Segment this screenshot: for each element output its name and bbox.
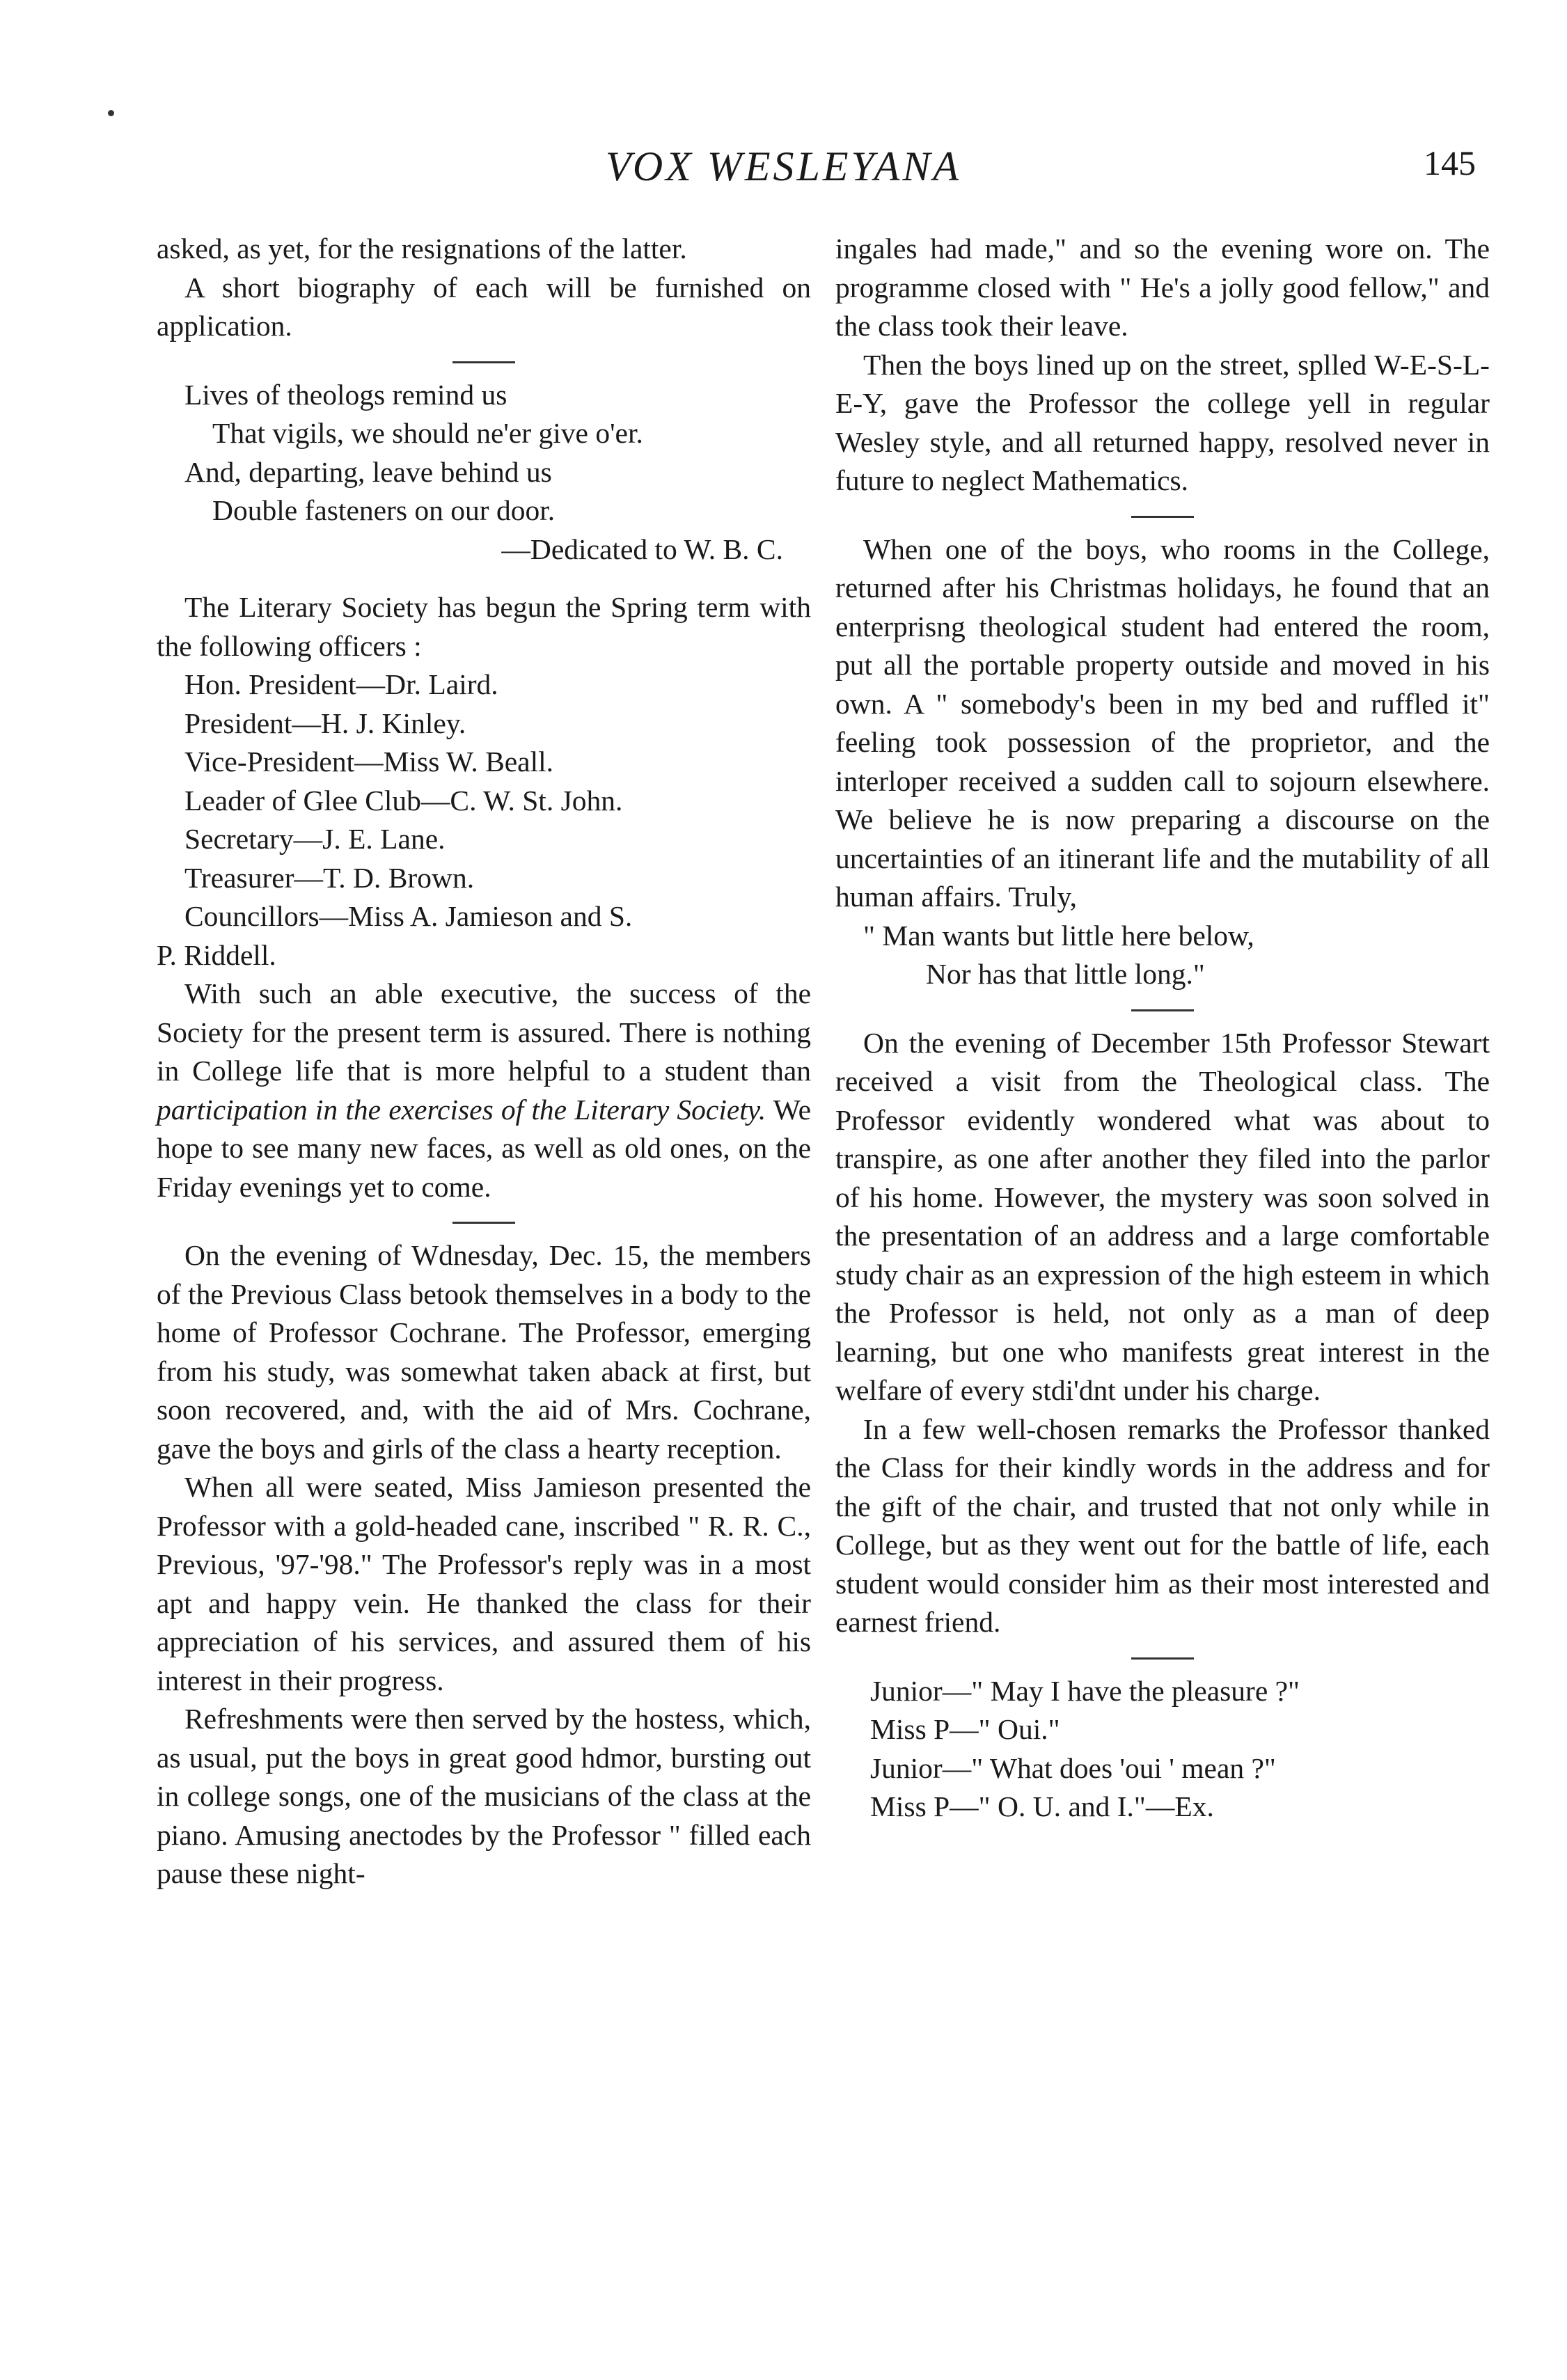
paragraph-nightingales: ingales had made," and so the evening wore on. The programme closed with " He's a jolly good fellow," and the class took their leave. bbox=[835, 233, 1490, 342]
officer-line: Leader of Glee Club—C. W. St. John. bbox=[184, 784, 623, 817]
literary-text-a: With such an able executive, the success of the Society for the present term is assured. There is nothing in College life that is more helpful to a student than bbox=[157, 977, 811, 1087]
paragraph-remarks: In a few well-chosen remarks the Professor thanked the Class for their kindly words in the address and for the gift of the chair, and trusted that not only while in College, but as they went out for the battle of life, each student would consider him as their most interested and earnest friend. bbox=[835, 1412, 1490, 1638]
verse-line: Lives of theologs remind us bbox=[184, 378, 507, 411]
verse-dedication: —Dedicated to W. B. C. bbox=[501, 533, 783, 565]
verse-block bbox=[157, 376, 811, 569]
running-title: VOX WESLEYANA bbox=[606, 143, 961, 189]
paragraph-christmas: When one of the boys, who rooms in the College, returned after his Christmas holidays, he found that an enterprisng theological student had entered the room, put all the portable property outside and moved in his own. A " somebody's been in my bed and ruffled it" feeling took possession of the proprietor, and the interloper received a sudden call to sojourn elsewhere. We believe he is now preparing a discourse on the uncertainties of an itinerant life and the mutability of all human affairs. Truly, bbox=[835, 533, 1490, 913]
officer-line: Secretary—J. E. Lane. bbox=[184, 823, 446, 855]
section-divider bbox=[452, 361, 515, 363]
left-column bbox=[157, 230, 811, 1893]
paragraph-street: Then the boys lined up on the street, splled W-E-S-L-E-Y, gave the Professor the college yell in regular Wesley style, and all returned happy, resolved never in future to neglect Mathematics. bbox=[835, 348, 1490, 496]
dialogue-line: Junior—" What does 'oui ' mean ?" bbox=[870, 1751, 1276, 1784]
dialogue-line: Miss P—" Oui." bbox=[870, 1713, 1060, 1745]
officer-line: President—H. J. Kinley. bbox=[184, 707, 466, 739]
section-divider bbox=[1131, 1657, 1194, 1660]
stray-dot bbox=[108, 110, 114, 116]
officer-line: P. Riddell. bbox=[157, 938, 276, 971]
right-column bbox=[835, 230, 1490, 1827]
officer-line: Treasurer—T. D. Brown. bbox=[184, 861, 475, 894]
paragraph-seated: When all were seated, Miss Jamieson presented the Professor with a gold-headed cane, inscribed " R. R. C., Previous, '97-'98." The Professor's reply was in a most apt and happy vein. He thanked the class for their appreciation of his services, and assured them of his interest in their progress. bbox=[157, 1471, 811, 1696]
verse-line: And, departing, leave behind us bbox=[184, 455, 552, 488]
section-divider bbox=[1131, 1009, 1194, 1011]
paragraph-resignations: asked, as yet, for the resignations of the latter. bbox=[157, 233, 687, 265]
quote-line: Nor has that little long." bbox=[926, 958, 1205, 990]
quote-line: " Man wants but little here below, bbox=[863, 919, 1254, 952]
paragraph-literary-success bbox=[157, 975, 811, 1206]
officer-line: Vice-President—Miss W. Beall. bbox=[184, 746, 554, 778]
paragraph-refreshments: Refreshments were then served by the hostess, which, as usual, put the boys in great good hdmor, bursting out in college songs, one of the musicians of the class at the piano. Amusing anectodes by the Professor " filled each pause these night- bbox=[157, 1703, 811, 1889]
officer-line: Hon. President—Dr. Laird. bbox=[184, 668, 498, 700]
paragraph-wednesday: On the evening of Wdnesday, Dec. 15, the members of the Previous Class betook themselves in a body to the home of Professor Cochrane. The Professor, emerging from his study, was somewhat taken aback at first, but soon recovered, and, with the aid of Mrs. Cochrane, gave the boys and girls of the class a hearty reception. bbox=[157, 1239, 811, 1465]
section-divider bbox=[452, 1222, 515, 1224]
dialogue-line: Miss P—" O. U. and I."—Ex. bbox=[870, 1790, 1214, 1822]
paragraph-biography: A short biography of each will be furnished on application. bbox=[157, 271, 811, 342]
verse-line: That vigils, we should ne'er give o'er. bbox=[212, 417, 643, 449]
quote-block bbox=[835, 917, 1490, 994]
verse-line: Double fasteners on our door. bbox=[212, 494, 556, 526]
dialogue-block bbox=[835, 1672, 1490, 1827]
running-head bbox=[0, 143, 1567, 191]
literary-text-b: We hope to see many new faces, as well as old ones, on the Friday evenings yet to come. bbox=[157, 1093, 811, 1203]
page-number: 145 bbox=[1424, 143, 1476, 182]
officer-line: Councillors—Miss A. Jamieson and S. bbox=[184, 900, 633, 932]
literary-text-emphasis: participation in the exercises of the Literary Society. bbox=[157, 1093, 766, 1126]
paragraph-december: On the evening of December 15th Professor Stewart received a visit from the Theological class. The Professor evidently wondered what was about to transpire, as one after another they filed into the parlor of his home. However, the mystery was soon solved in the presentation of an address and a large comfortable study chair as an expression of the high esteem in which the Professor is held, not only as a man of deep learning, but one who manifests great interest in the welfare of every stdi'dnt under his charge. bbox=[835, 1026, 1490, 1406]
paragraph-literary-intro: The Literary Society has begun the Spring term with the following officers : bbox=[157, 591, 811, 662]
section-divider bbox=[1131, 516, 1194, 518]
dialogue-line: Junior—" May I have the pleasure ?" bbox=[870, 1674, 1300, 1707]
officers-list bbox=[157, 665, 811, 975]
